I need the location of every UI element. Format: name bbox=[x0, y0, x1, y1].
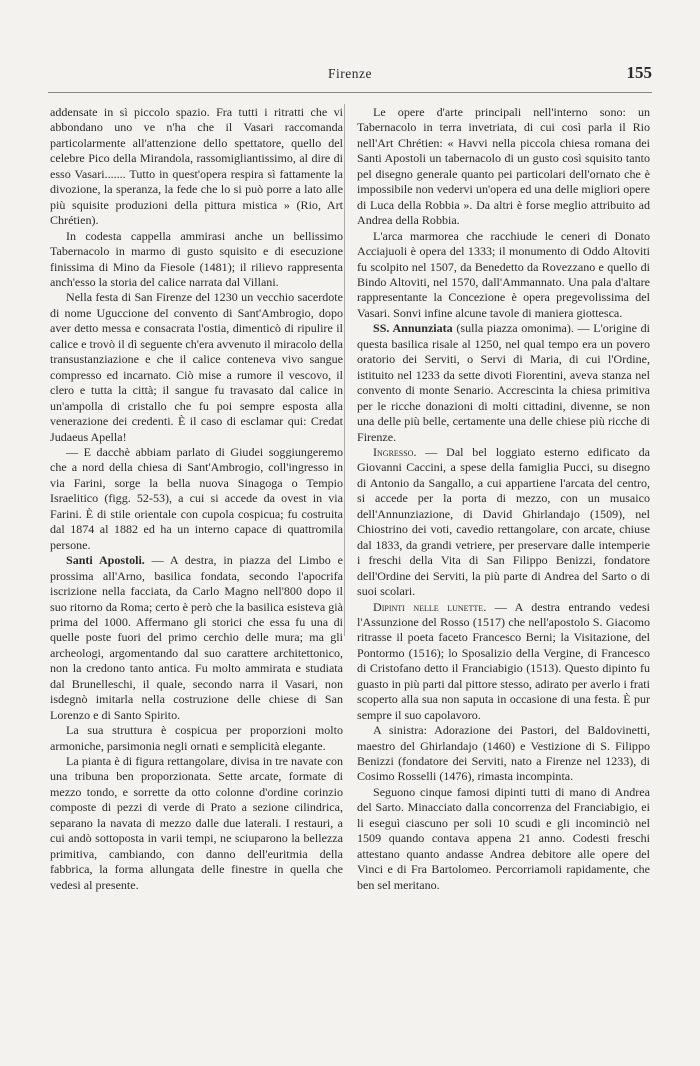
paragraph: Seguono cinque famosi dipinti tutti di mano di Andrea del Sarto. Minacciato dalla concorrenza del Franciabigio, ei li eseguì ciascuno per soli 10 scudi e gli incominciò nel 1509 quando contava appena 21 anno. Codesti freschi attestano quanto andasse Andrea debitore alle opere del Vinci e di Fra Bartolomeo. Percorriamoli rapidamente, che ben sel meritano. bbox=[357, 784, 650, 892]
header-rule bbox=[48, 92, 652, 93]
paragraph: L'arca marmorea che racchiude le ceneri di Donato Acciajuoli è opera del 1333; il monumento di Oddo Altoviti fu scolpito nel 1507, da Benedetto da Rovezzano e quello di Bindo Altoviti, nel 1570, dall'Ammannato. Una pala d'altare rappresentante la Concezione è opera pregevolissima del Vasari. Sonvi infine alcune tavole di maniera giottesca. bbox=[357, 228, 650, 320]
section-heading: Santi Apostoli. bbox=[66, 553, 145, 568]
paragraph: La sua struttura è cospicua per proporzioni molto armoniche, parsimonia negli ornati e semplicità elegante. bbox=[50, 723, 343, 753]
running-head bbox=[48, 63, 652, 88]
paragraph: Nella festa di San Firenze del 1230 un vecchio sacerdote di nome Uguccione del convento di Sant'Ambrogio, dopo aver detto messa e consacrata l'ostia, dimenticò di ripulire il calice e trovò il dì seguente ch'era avvenuto il miracolo della transustanziazione e che il calice conteneva vivo sangue compresso ed incarnato. Ciò mise a rumore il vescovo, il clero e tutta la città; il sangue fu travasato dal calice in un'ampolla di cristallo che fu poi sempre esposta alla venerazione dei credenti. È il caso di esclamar qui: Credat Judaeus Apella! bbox=[50, 290, 343, 444]
page-number: 155 bbox=[626, 63, 652, 82]
column-divider bbox=[344, 104, 345, 636]
section-heading: SS. Annunziata bbox=[373, 321, 453, 336]
subsection-heading: Ingresso. bbox=[373, 444, 417, 459]
running-title: Firenze bbox=[328, 66, 372, 81]
paragraph: A sinistra: Adorazione dei Pastori, del Baldovinetti, maestro del Ghirlandajo (1460) e Vestizione di S. Filippo Benizzi (fondatore dei Serviti, nato a Firenze nel 1233), di Cosimo Rosselli (1476), rimasta incompinta. bbox=[357, 723, 650, 784]
left-column bbox=[50, 105, 343, 893]
paragraph-text: — A destra, in piazza del Limbo e prossima all'Arno, basilica fondata, secondo l'apocrifa iscrizione nella facciata, da Carlo Magno nell'800 dopo il suo ritorno da Roma; certo è però che la basilica esisteva già prima del 1000. Affermano gli storici che essa fu una di quelle poste fuori del primo cerchio delle mura; ma gli archeologi, argomentando dal suo carattere architettonico, non la credono tanto antica. Fu molto ammirata e studiata dal Brunelleschi, il quale, secondo narra il Vasari, non isdegnò imitarla nella costruzione delle chiese di San Lorenzo e di Santo Spirito. bbox=[50, 553, 343, 722]
subsection-heading: Dipinti nelle lunette. bbox=[373, 599, 487, 614]
paragraph bbox=[50, 553, 343, 723]
paragraph: La pianta è di figura rettangolare, divisa in tre navate con una tribuna ben proporzionata. Sette arcate, formate di mezzo tondo, e sorrette da otto colonne d'ordine corinzio composte di pezzi di verde di Prato a sezione cilindrica, separano la navata di mezzo dalle due laterali. I restauri, a cui andò sottoposta in varii tempi, ne sciuparono la bellezza primitiva, cambiando, con danno dell'euritmia della fabbrica, la forma allungata delle finestre in quella che vedesi al presente. bbox=[50, 754, 343, 892]
paragraph bbox=[357, 321, 650, 445]
paragraph: addensate in sì piccolo spazio. Fra tutti i ritratti che vi abbondano uno ve n'ha che il Vasari raccomanda particolarmente all'attenzione dello spettatore, quello del celebre Pico della Mirandola, rassomigliantissimo, al dire di esso Vasari....... Tutto in quest'opera respira sì fattamente la divozione, la speranza, la fede che lo si può porre a lato alle più squisite produzioni della pittura mistica » (Rio, Art Chrétien). bbox=[50, 105, 343, 228]
right-column bbox=[357, 105, 650, 893]
paragraph: — E dacchè abbiam parlato di Giudei soggiungeremo che a nord della chiesa di Sant'Ambrogio, coll'ingresso in via Farini, sorge la bella nuova Sinagoga o Tempio Israelitico (figg. 52-53), a cui si accede da ovest in via Farini. È di stile orientale con cupola cospicua; fu costruita dal 1874 al 1882 ed ha un interno capace di quattromila persone. bbox=[50, 444, 343, 552]
paragraph bbox=[357, 600, 650, 724]
paragraph bbox=[357, 445, 650, 600]
paragraph-text: — A destra entrando vedesi l'Assunzione del Rosso (1517) che nell'apostolo S. Giacomo ritrasse il poeta faceto Francesco Berni; la Visitazione, del Pontormo (1516); lo Sposalizio della Vergine, di Francesco di Cristofano detto il Franciabigio (1513). Questo dipinto fu guasto in più parti dal pittore stesso, adirato per averlo i frati scoperto alla sua non saputa in occasione di una festa. È pur sempre il suo capolavoro. bbox=[357, 599, 650, 722]
paragraph: In codesta cappella ammirasi anche un bellissimo Tabernacolo in marmo di gusto squisito e di esecuzione finissima di Mino da Fiesole (1481); il rilievo rappresenta anch'esso la storia del calice narrata dal Villani. bbox=[50, 228, 343, 289]
paragraph: Le opere d'arte principali nell'interno sono: un Tabernacolo in terra invetriata, di cui così parla il Rio nell'Art Chrétien: « Havvi nella piccola chiesa romana dei Santi Apostoli un tabernacolo di un gusto così squisito tanto pel disegno generale quanto pei particolari dell'ornato che è impossibile non vedervi un'opera ed una delle migliori opere di Luca della Robbia ». Da altri è forse meglio attribuito ad Andrea della Robbia. bbox=[357, 105, 650, 228]
paragraph-text: — Dal bel loggiato esterno edificato da Giovanni Caccini, a spese della famiglia Pucci, su disegno di Antonio da Sangallo, a cui appartiene l'arcata del centro, si accede per la porta di mezzo, con un musaico dell'Annunziazione, di David Ghirlandajo (1509), nel Chiostrino dei voti, cavedio rettangolare, con arcate, chiuse dal 1833, da grandi vetriere, per preservare dalle intemperie i freschi della Vita di San Filippo Benizzi, fondatore dell'Ordine dei Serviti, la più parte di Andrea del Sarto o di suoi scolari. bbox=[357, 444, 650, 599]
paragraph-text: (sulla piazza omonima). — L'origine di questa basilica risale al 1250, nel qual tempo era un povero oratorio dei Serviti, o Servi di Maria, di cui l'Ordine, istituito nel 1233 da sette divoti Fiorentini, aveva stanza nel convento di monte Senario. Accrescinta la chiesa primitiva per le ricche donazioni di molti cittadini, divenne, se non una delle più belle, certamente una delle chiese più ricche di Firenze. bbox=[357, 321, 650, 444]
